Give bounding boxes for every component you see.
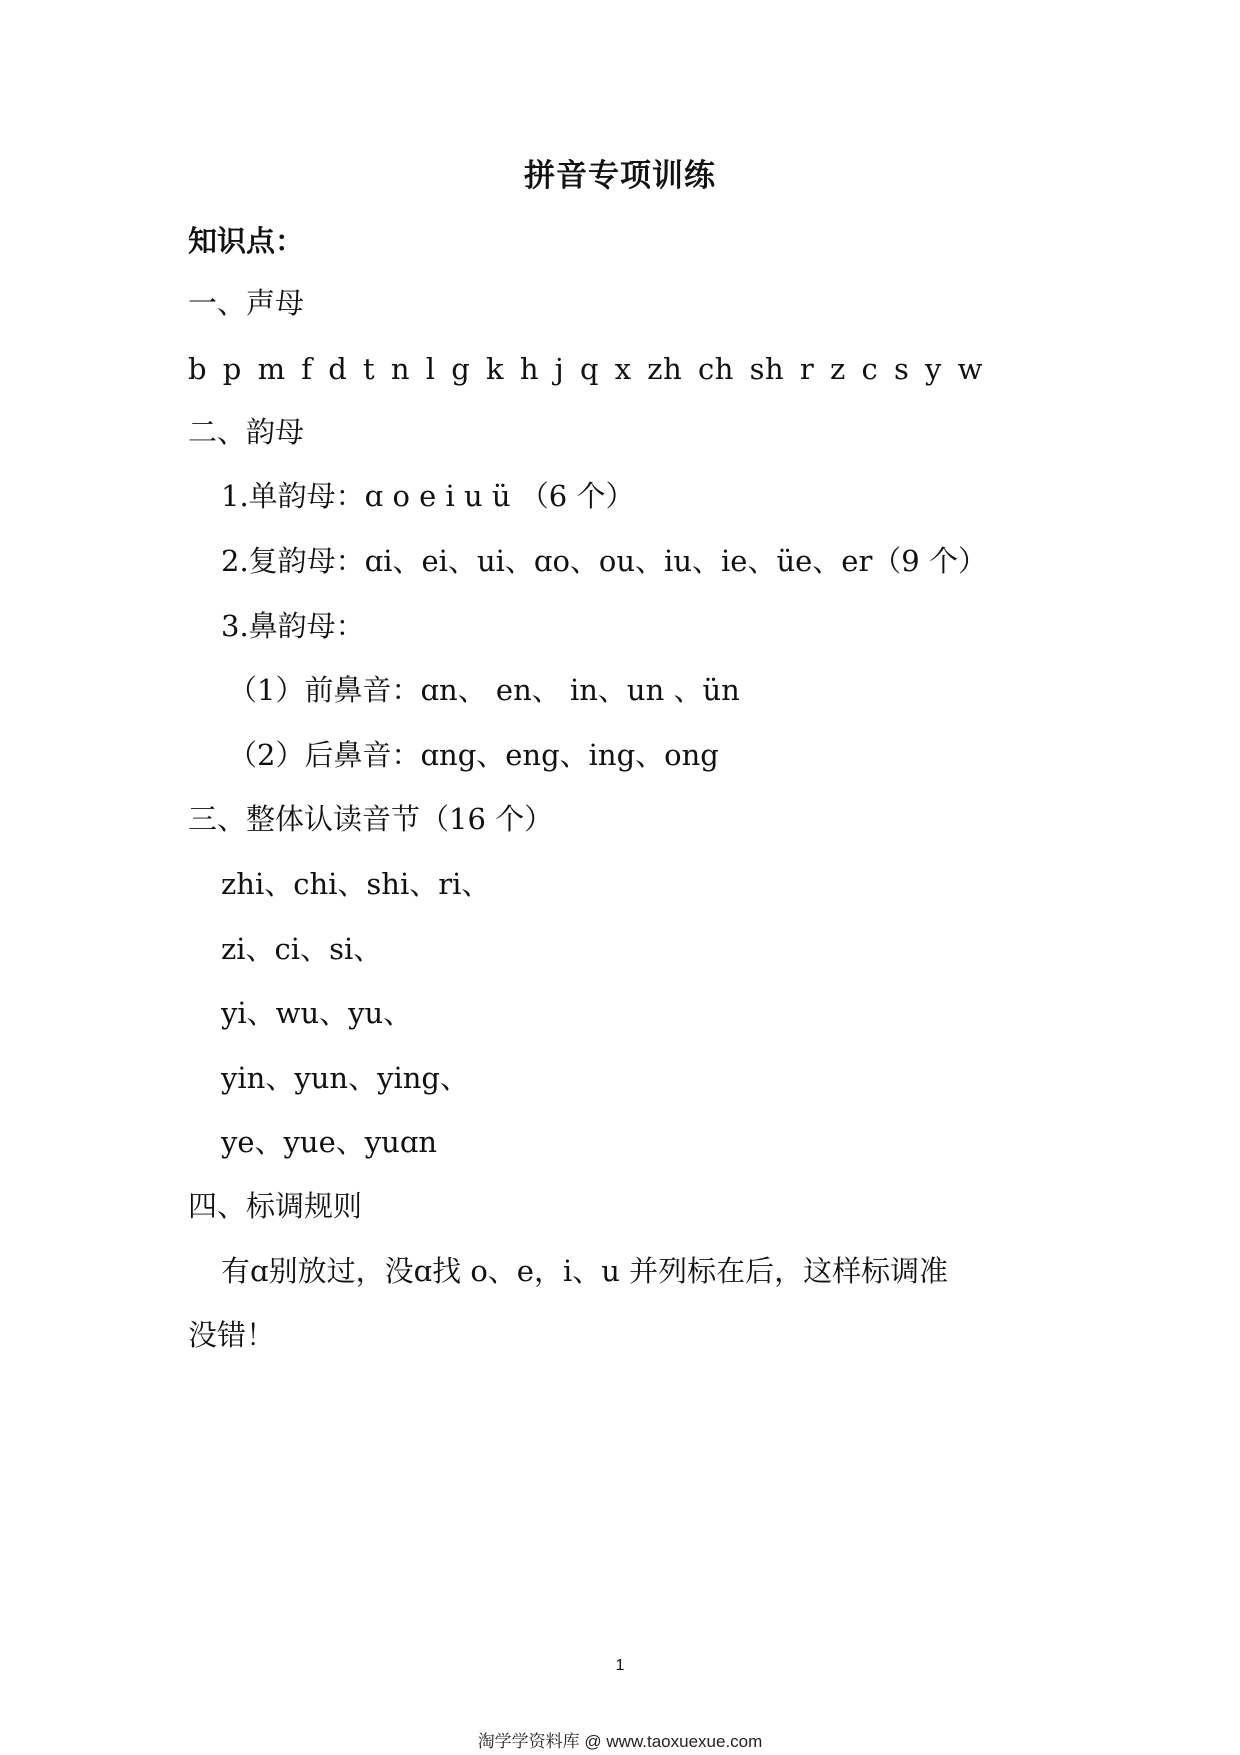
whole-syllables-heading: 三、整体认读音节（16 个） bbox=[188, 802, 554, 836]
tone-rule-text-line2: 没错！ bbox=[188, 1318, 276, 1352]
tone-rules-heading: 四、标调规则 bbox=[188, 1189, 363, 1223]
initials-letters: b p m f d t n l g k h j q x zh ch sh r z c s y w bbox=[188, 352, 983, 386]
compound-finals: 2.复韵母：ɑi、ei、ui、ɑo、ou、iu、ie、üe、er（9 个） bbox=[221, 544, 987, 578]
whole-syllables-row: yi、wu、yu、 bbox=[221, 996, 413, 1030]
whole-syllables-row: zhi、chi、shi、ri、 bbox=[221, 867, 491, 901]
simple-finals: 1.单韵母：ɑ o e i u ü （6 个） bbox=[221, 479, 635, 513]
tone-rule-text-line1: 有ɑ别放过，没ɑ找 o、e，i、u 并列标在后，这样标调准 bbox=[221, 1254, 949, 1288]
page-number: 1 bbox=[615, 1657, 625, 1674]
whole-syllables-row: zi、ci、si、 bbox=[221, 932, 383, 966]
initials-heading: 一、声母 bbox=[188, 286, 305, 320]
back-nasal-finals: （2）后鼻音：ɑng、eng、ing、ong bbox=[228, 738, 719, 772]
page-title: 拼音专项训练 bbox=[524, 158, 716, 194]
finals-heading: 二、韵母 bbox=[188, 415, 305, 449]
whole-syllables-row: ye、yue、yuɑn bbox=[221, 1125, 438, 1159]
whole-syllables-row: yin、yun、ying、 bbox=[221, 1061, 469, 1095]
front-nasal-finals: （1）前鼻音：ɑn、 en、 in、un 、ün bbox=[228, 673, 740, 707]
nasal-finals-heading: 3.鼻韵母： bbox=[221, 609, 365, 643]
knowledge-heading: 知识点： bbox=[188, 224, 305, 258]
footer-watermark: 淘学学资料库 @ www.taoxuexue.com bbox=[477, 1732, 763, 1751]
